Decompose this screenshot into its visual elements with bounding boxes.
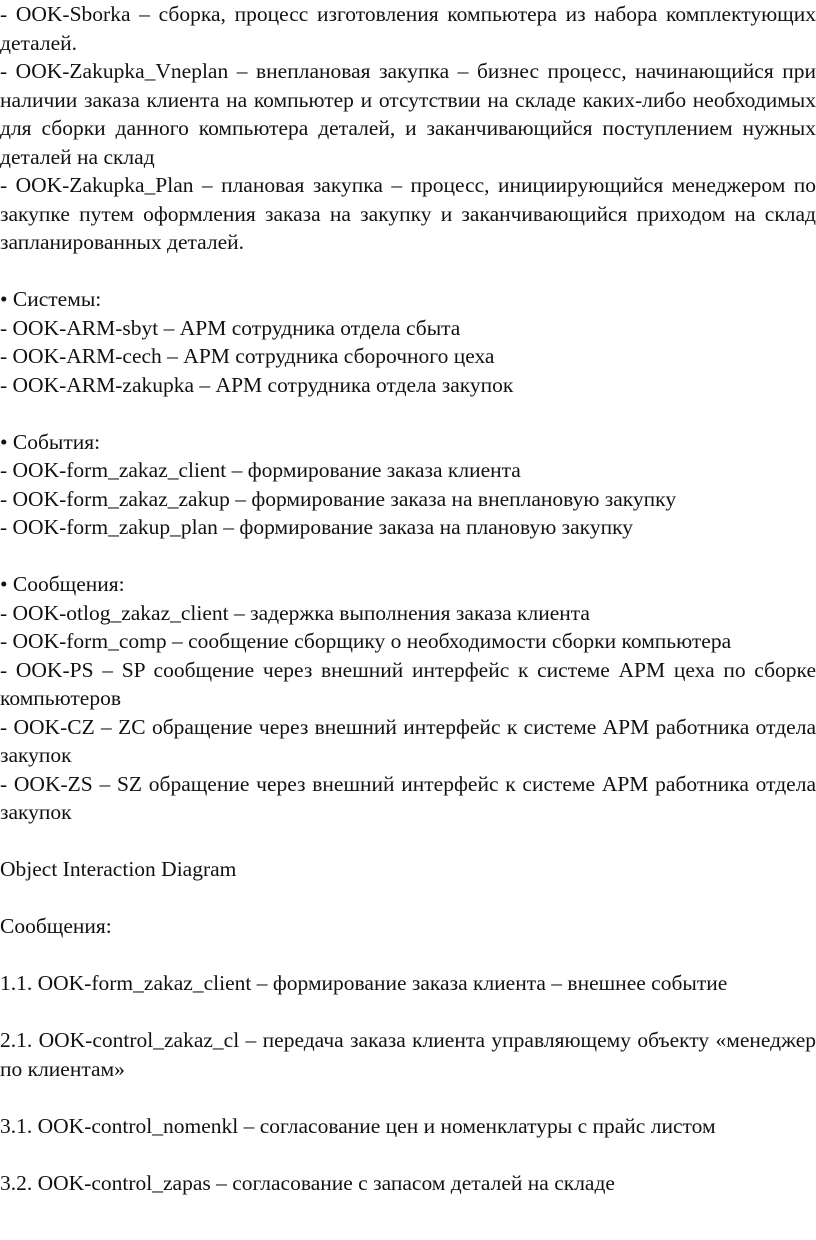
process-zakupka-plan: - OOK-Zakupka_Plan – плановая закупка – процесс, инициирующийся менеджером по закупке путем оформления заказа на закупку и заканчивающийся приходом на склад запланированных деталей. <box>0 173 816 254</box>
spacer <box>0 399 816 428</box>
oid-message-item: 3.1. OOK-control_nomenkl – согласование цен и номенклатуры с прайс листом <box>0 1113 716 1138</box>
message-item: - OOK-PS – SP сообщение через внешний интерфейс к системе АРМ цеха по сборке компьютеров <box>0 657 816 710</box>
process-sborka: - OOK-Sborka – сборка, процесс изготовления компьютера из набора комплектующих деталей. <box>0 2 816 55</box>
system-item: - OOK-ARM-sbyt – АРМ сотрудника отдела сбыта <box>0 315 461 340</box>
event-item: - OOK-form_zakaz_zakup – формирование заказа на внеплановую закупку <box>0 486 677 511</box>
spacer <box>0 884 816 913</box>
message-item: - OOK-CZ – ZC обращение через внешний интерфейс к системе АРМ работника отдела закупок <box>0 714 816 767</box>
spacer <box>0 1083 816 1112</box>
spacer <box>0 542 816 571</box>
event-item: - OOK-form_zakaz_client – формирование заказа клиента <box>0 458 521 482</box>
process-zakupka-vneplan: - OOK-Zakupka_Vneplan – внеплановая закупка – бизнес процесс, начинающийся при наличии заказа клиента на компьютер и отсутствии на складе каких-либо необходимых для сборки данного компьютера деталей, и заканчивающийся поступлением нужных деталей на склад <box>0 59 816 169</box>
system-item: - OOK-ARM-cech – АРМ сотрудника сборочного цеха <box>0 344 495 368</box>
oid-message-item: 1.1. OOK-form_zakaz_client – формирование заказа клиента – внешнее событие <box>0 971 728 995</box>
oid-title: Object Interaction Diagram <box>0 857 237 881</box>
message-item: - OOK-ZS – SZ обращение через внешний интерфейс к системе АРМ работника отдела закупок <box>0 771 816 824</box>
spacer <box>0 998 816 1027</box>
system-item: - OOK-ARM-zakupka – АРМ сотрудника отдела закупок <box>0 372 514 397</box>
message-item: - OOK-form_comp – сообщение сборщику о необходимости сборки компьютера <box>0 629 732 653</box>
spacer <box>0 941 816 970</box>
systems-heading: • Системы: <box>0 287 102 311</box>
message-item: - OOK-otlog_zakaz_client – задержка выполнения заказа клиента <box>0 600 590 625</box>
event-item: - OOK-form_zakup_plan – формирование заказа на плановую закупку <box>0 515 633 539</box>
spacer <box>0 257 816 286</box>
spacer <box>0 1140 816 1169</box>
spacer <box>0 827 816 856</box>
oid-message-item: 3.2. OOK-control_zapas – согласование с запасом деталей на складе <box>0 1170 615 1195</box>
oid-message-item: 2.1. OOK-control_zakaz_cl – передача заказа клиента управляющему объекту «менеджер по клиентам» <box>0 1028 816 1081</box>
messages-heading: • Сообщения: <box>0 572 125 596</box>
oid-messages-heading: Сообщения: <box>0 914 112 938</box>
events-heading: • События: <box>0 429 101 454</box>
